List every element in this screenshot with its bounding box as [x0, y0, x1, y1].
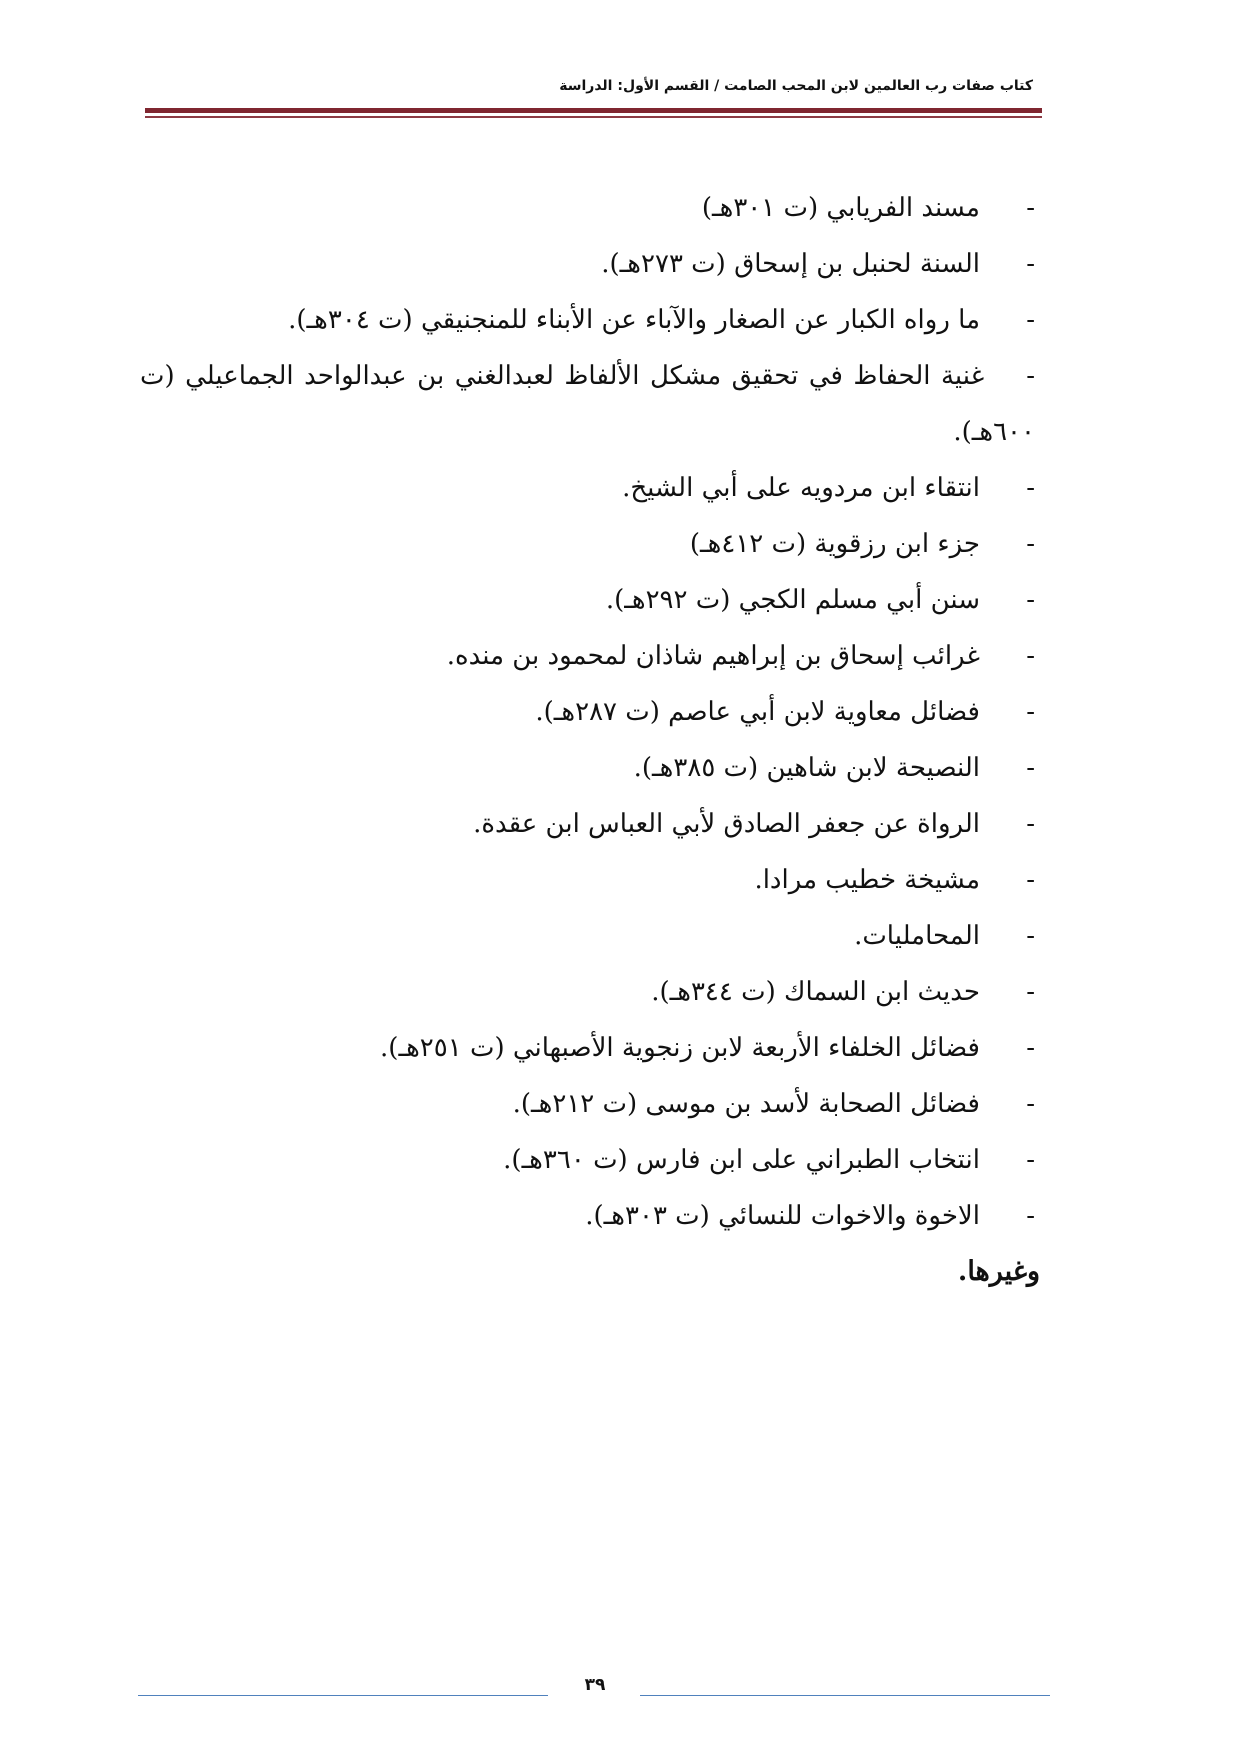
closing-text: وغيرها. [957, 1256, 1040, 1287]
list-item [140, 852, 1040, 908]
list-item-text: المحامليات. [854, 921, 980, 951]
list-item [140, 348, 1040, 460]
list-item [140, 908, 1040, 964]
bullet-dash: - [1026, 1033, 1035, 1063]
list-item [140, 740, 1040, 796]
bullet-dash: - [1026, 361, 1035, 391]
bullet-dash: - [1026, 585, 1035, 615]
bullet-dash: - [1026, 193, 1035, 223]
bullet-dash: - [1026, 249, 1035, 279]
list-item [140, 1188, 1040, 1244]
bullet-dash: - [1026, 529, 1035, 559]
bullet-dash: - [1026, 305, 1035, 335]
list-item-text: حديث ابن السماك (ت ٣٤٤هـ). [651, 977, 980, 1007]
list-item [140, 684, 1040, 740]
list-item-text: جزء ابن رزقوية (ت ٤١٢هـ) [689, 529, 980, 559]
bullet-dash: - [1026, 697, 1035, 727]
list-item [140, 1132, 1040, 1188]
list-item-text: فضائل الصحابة لأسد بن موسى (ت ٢١٢هـ). [512, 1089, 980, 1119]
list-item [140, 236, 1040, 292]
bullet-dash: - [1026, 1089, 1035, 1119]
list-item-text: غرائب إسحاق بن إبراهيم شاذان لمحمود بن منده. [446, 641, 980, 671]
list-item [140, 628, 1040, 684]
list-item-text: فضائل الخلفاء الأربعة لابن زنجوية الأصبهاني (ت ٢٥١هـ). [380, 1033, 980, 1063]
list-item [140, 1076, 1040, 1132]
header-rule [145, 108, 1042, 113]
list-item [140, 516, 1040, 572]
list-item [140, 964, 1040, 1020]
list-item [140, 572, 1040, 628]
footer-line-right [640, 1695, 1050, 1696]
bullet-dash: - [1026, 753, 1035, 783]
list-item [140, 460, 1040, 516]
bullet-dash: - [1026, 809, 1035, 839]
list-item-text: مشيخة خطيب مرادا. [754, 865, 980, 895]
footer-line-left [138, 1695, 548, 1696]
list-item [140, 292, 1040, 348]
main-content [140, 180, 1040, 1300]
list-item-text: النصيحة لابن شاهين (ت ٣٨٥هـ). [633, 753, 980, 783]
list-item-text: الاخوة والاخوات للنسائي (ت ٣٠٣هـ). [585, 1201, 980, 1231]
list-item-text: مسند الفريابي (ت ٣٠١هـ) [701, 193, 980, 223]
list-item-text: السنة لحنبل بن إسحاق (ت ٢٧٣هـ). [601, 249, 980, 279]
bullet-dash: - [1026, 1145, 1035, 1175]
list-item [140, 1020, 1040, 1076]
list-item-text: الرواة عن جعفر الصادق لأبي العباس ابن عقدة. [473, 809, 980, 839]
header-rule-thin [145, 116, 1042, 118]
list-item-text: ما رواه الكبار عن الصغار والآباء عن الأبناء للمنجنيقي (ت ٣٠٤هـ). [288, 305, 980, 335]
list-item-text: انتخاب الطبراني على ابن فارس (ت ٣٦٠هـ). [503, 1145, 980, 1175]
bullet-dash: - [1026, 921, 1035, 951]
bullet-dash: - [1026, 865, 1035, 895]
list-item-text: غنية الحفاظ في تحقيق مشكل الألفاظ لعبدالغني بن عبدالواحد الجماعيلي (ت ٦٠٠هـ). [140, 361, 1035, 447]
list-item [140, 180, 1040, 236]
list-item-text: انتقاء ابن مردويه على أبي الشيخ. [622, 473, 980, 503]
bullet-dash: - [1026, 641, 1035, 671]
bullet-dash: - [1026, 977, 1035, 1007]
list-item-text: سنن أبي مسلم الكجي (ت ٢٩٢هـ). [605, 585, 980, 615]
bullet-dash: - [1026, 473, 1035, 503]
page-header: كتاب صفات رب العالمين لابن المحب الصامت / القسم الأول: الدراسة [559, 78, 1033, 94]
page-number: ٣٩ [584, 1675, 606, 1695]
bullet-dash: - [1026, 1201, 1035, 1231]
list-item-text: فضائل معاوية لابن أبي عاصم (ت ٢٨٧هـ). [535, 697, 980, 727]
list-item [140, 796, 1040, 852]
